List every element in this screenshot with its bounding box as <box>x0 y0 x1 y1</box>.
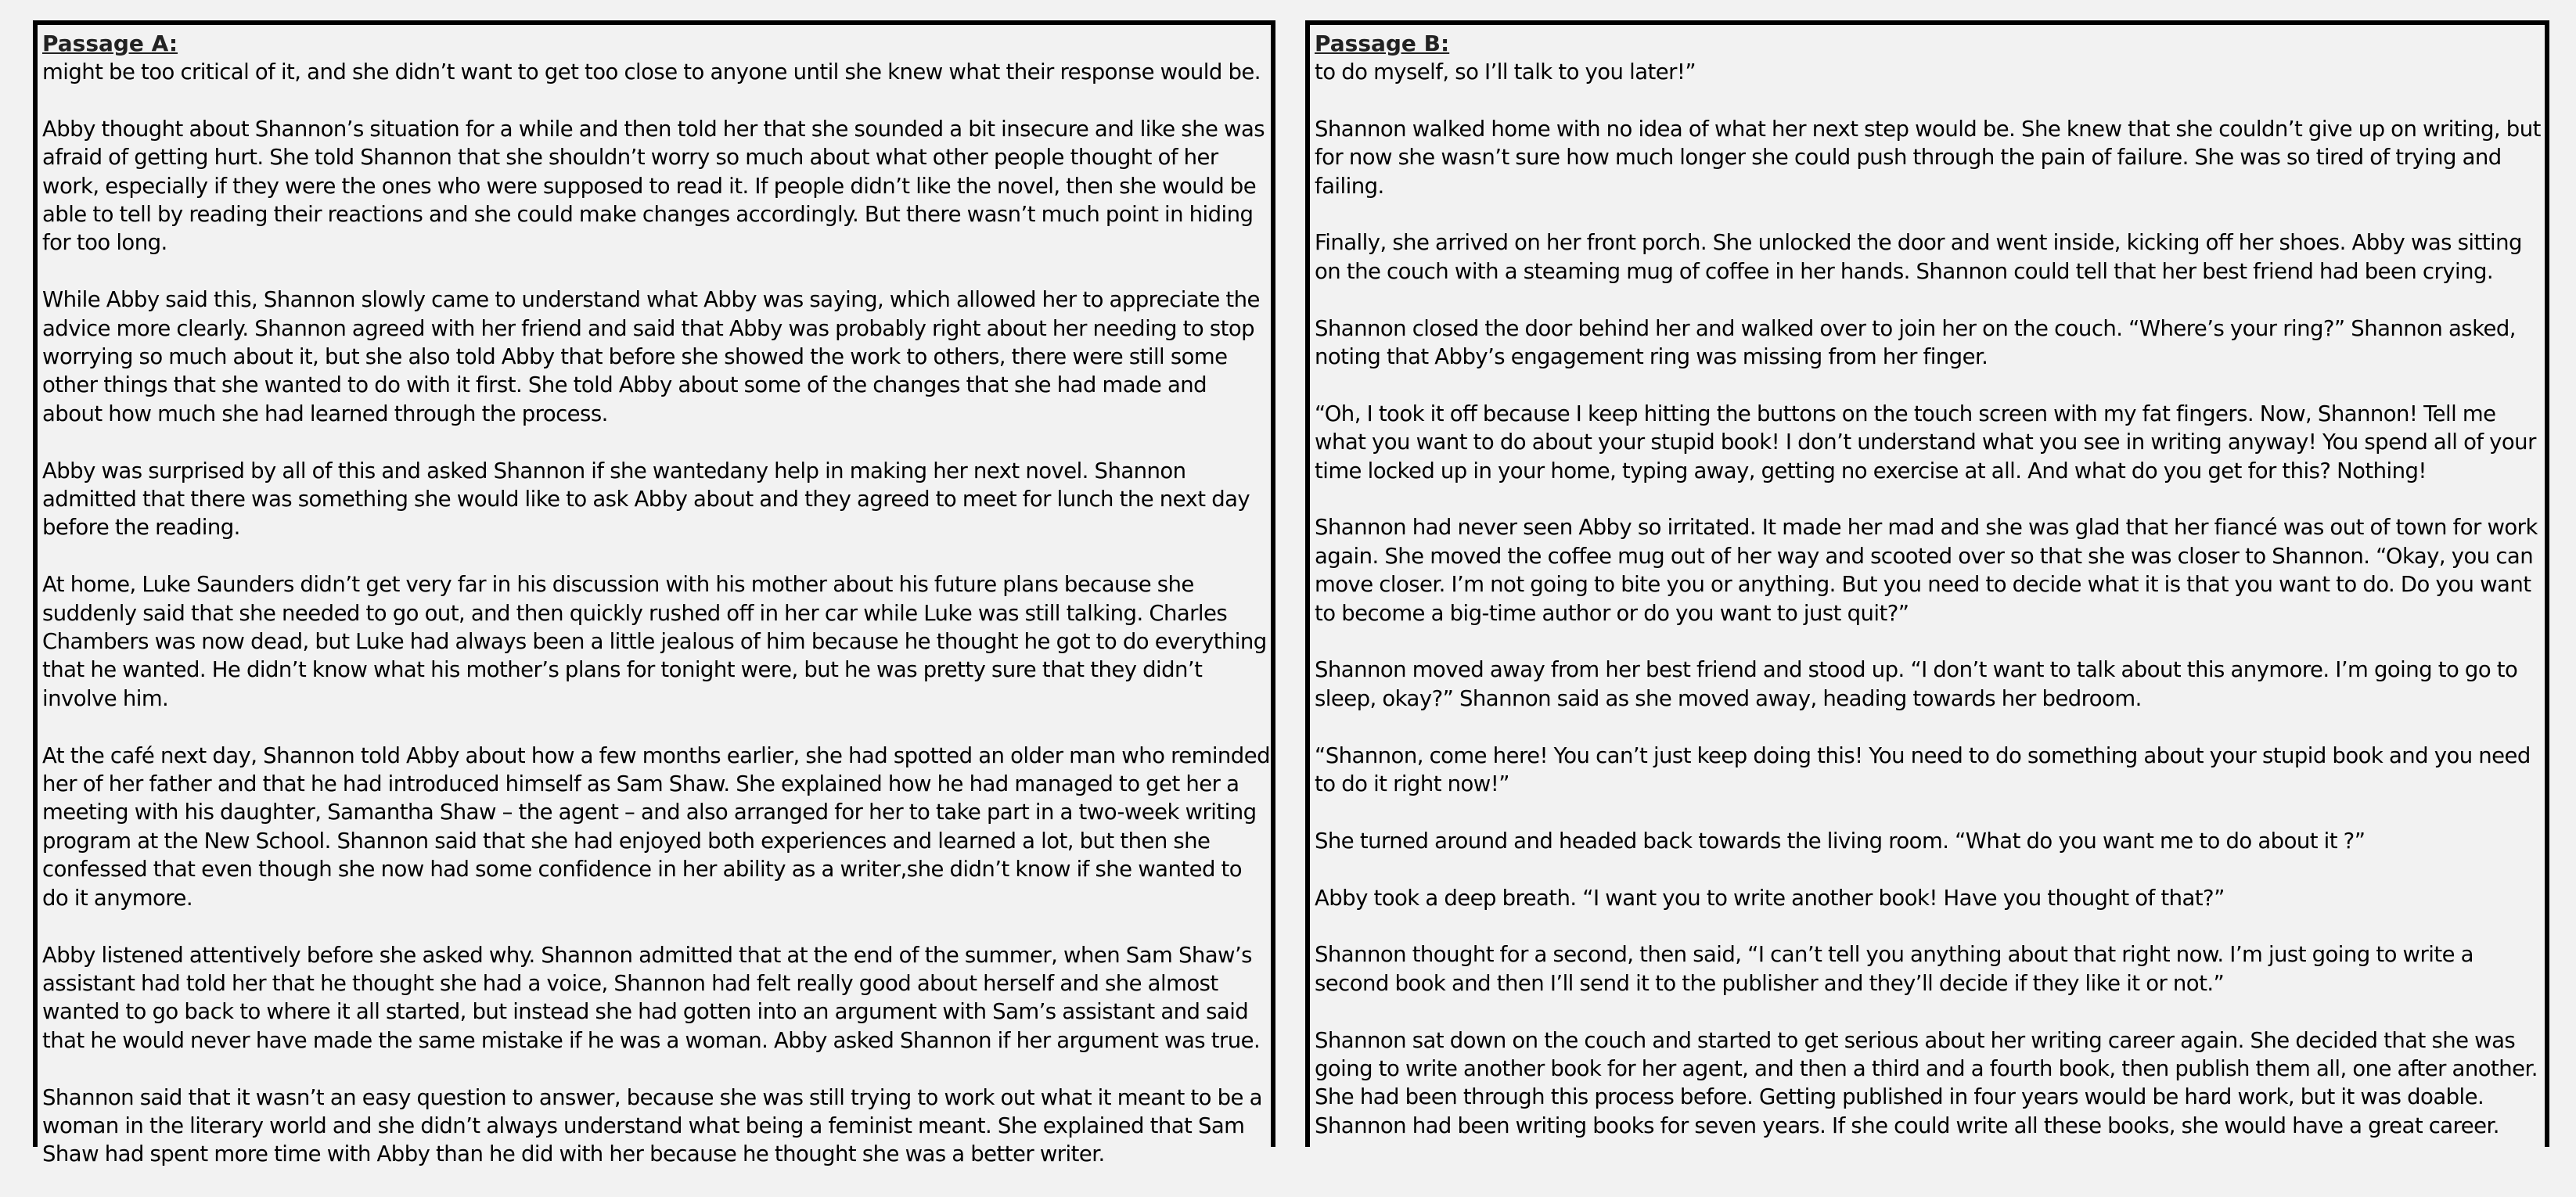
passage-b-paragraph: to do myself, so I’ll talk to you later!” <box>1315 59 1696 84</box>
passage-b-paragraph: Shannon walked home with no idea of what her next step would be. She knew that she couldn’t give up on writing, but for now she wasn’t sure how much longer she could push through the pain of failure. She was so tired of trying and failing. <box>1315 116 2541 199</box>
passage-b-paragraph: Shannon had never seen Abby so irritated. It made her mad and she was glad that her fiancé was out of town for work again. She moved the coffee mug out of her way and scooted over so that she was closer to Shannon. “Okay, you can move closer. I’m not going to bite you or anything. But you need to decide what it is that you want to do. Do you want to become a big-time author or do you want to just quit?” <box>1315 515 2538 626</box>
passage-b-body <box>1315 58 2545 1169</box>
passage-a-paragraph: Abby listened attentively before she asked why. Shannon admitted that at the end of the summer, when Sam Shaw’s assistant had told her that he thought she had a voice, Shannon had felt really good about herself and she almost wanted to go back to where it all started, but instead she had gotten into an argument with Sam’s assistant and said that he would never have made the same mistake if he was a woman. Abby asked Shannon if her argument was true. <box>42 942 1261 1053</box>
passage-a-paragraph: Abby was surprised by all of this and asked Shannon if she wantedany help in making her next novel. Shannon admitted that there was something she would like to ask Abby about and they agreed to meet for lunch the next day before the reading. <box>42 458 1250 541</box>
passage-b-panel <box>1305 20 2549 1147</box>
passage-b-paragraph: “Oh, I took it off because I keep hitting the buttons on the touch screen with my fat fingers. Now, Shannon! Tell me what you want to do about your stupid book! I don’t understand what you see in writing anyway! You spend all of your time locked up in your home, typing away, getting no exercise at all. And what do you get for this? Nothing! <box>1315 401 2536 483</box>
passage-b-paragraph: “Shannon, come here! You can’t just keep doing this! You need to do something about your stupid book and you need to do it right now!” <box>1315 742 2531 797</box>
passage-a-paragraph: While Abby said this, Shannon slowly came to understand what Abby was saying, which allowed her to appreciate the advice more clearly. Shannon agreed with her friend and said that Abby was probably right about her needing to stop worrying so much about it, but she also told Abby that before she showed the work to others, there were still some other things that she wanted to do with it first. She told Abby about some of the changes that she had made and about how much she had learned through the process. <box>42 287 1260 426</box>
passage-a-paragraph: Shannon said that it wasn’t an easy question to answer, because she was still trying to work out what it meant to be a woman in the literary world and she didn’t always understand what being a feminist meant. She explained that Sam Shaw had spent more time with Abby than he did with her because he thought she was a better writer. <box>42 1084 1262 1167</box>
passage-b-paragraph: She turned around and headed back towards the living room. “What do you want me to do about it ?” <box>1315 828 2366 854</box>
passage-a-body <box>42 58 1271 1197</box>
passage-b-paragraph: Shannon closed the door behind her and walked over to join her on the couch. “Where’s your ring?” Shannon asked, noting that Abby’s engagement ring was missing from her finger. <box>1315 315 2516 370</box>
passage-b-title: Passage B: <box>1315 31 1450 56</box>
passage-a-panel <box>33 20 1275 1167</box>
passage-a-paragraph: might be too critical of it, and she didn’t want to get too close to anyone until she knew what their response would be. <box>42 59 1261 84</box>
passage-a-paragraph: At home, Luke Saunders didn’t get very far in his discussion with his mother about his future plans because she suddenly said that she needed to go out, and then quickly rushed off in her car while Luke was still talking. Charles Chambers was now dead, but Luke had always been a little jealous of him because he thought he got to do everything that he wanted. He didn’t know what his mother’s plans for tonight were, but he was pretty sure that they didn’t involve him. <box>42 572 1267 711</box>
passage-b-paragraph: Finally, she arrived on her front porch. She unlocked the door and went inside, kicking off her shoes. Abby was sitting on the couch with a steaming mug of coffee in her hands. Shannon could tell that her best friend had been crying. <box>1315 230 2522 284</box>
passage-a-paragraph: At the café next day, Shannon told Abby about how a few months earlier, she had spotted an older man who reminded her of her father and that he had introduced himself as Sam Shaw. She explained how he had managed to get her a meeting with his daughter, Samantha Shaw – the agent – and also arranged for her to take part in a two-week writing program at the New School. Shannon said that she had enjoyed both experiences and learned a lot, but then she confessed that even though she now had some confidence in her ability as a writer,she didn’t know if she wanted to do it anymore. <box>42 742 1270 911</box>
passage-a-title: Passage A: <box>42 31 178 56</box>
passage-a-paragraph: Abby thought about Shannon’s situation for a while and then told her that she sounded a bit insecure and like she was afraid of getting hurt. She told Shannon that she shouldn’t worry so much about what other people thought of her work, especially if they were the ones who were supposed to read it. If people didn’t like the novel, then she would be able to tell by reading their reactions and she could make changes accordingly. But there wasn’t much point in hiding for too long. <box>42 116 1265 256</box>
passage-b-paragraph: Abby took a deep breath. “I want you to write another book! Have you thought of that?” <box>1315 885 2225 911</box>
passage-b-paragraph: Shannon thought for a second, then said, “I can’t tell you anything about that right now. I’m just going to write a second book and then I’ll send it to the publisher and they’ll decide if they like it or not.” <box>1315 942 2473 996</box>
passage-b-paragraph: Shannon moved away from her best friend and stood up. “I don’t want to talk about this anymore. I’m going to go to sleep, okay?” Shannon said as she moved away, heading towards her bedroom. <box>1315 657 2518 711</box>
passage-b-paragraph: Shannon sat down on the couch and started to get serious about her writing career again. She decided that she was going to write another book for her agent, and then a third and a fourth book, then publish them all, one after another. She had been through this process before. Getting published in four years would be hard work, but it was doable. Shannon had been writing books for seven years. If she could write all these books, she would have a great career. <box>1315 1027 2538 1138</box>
